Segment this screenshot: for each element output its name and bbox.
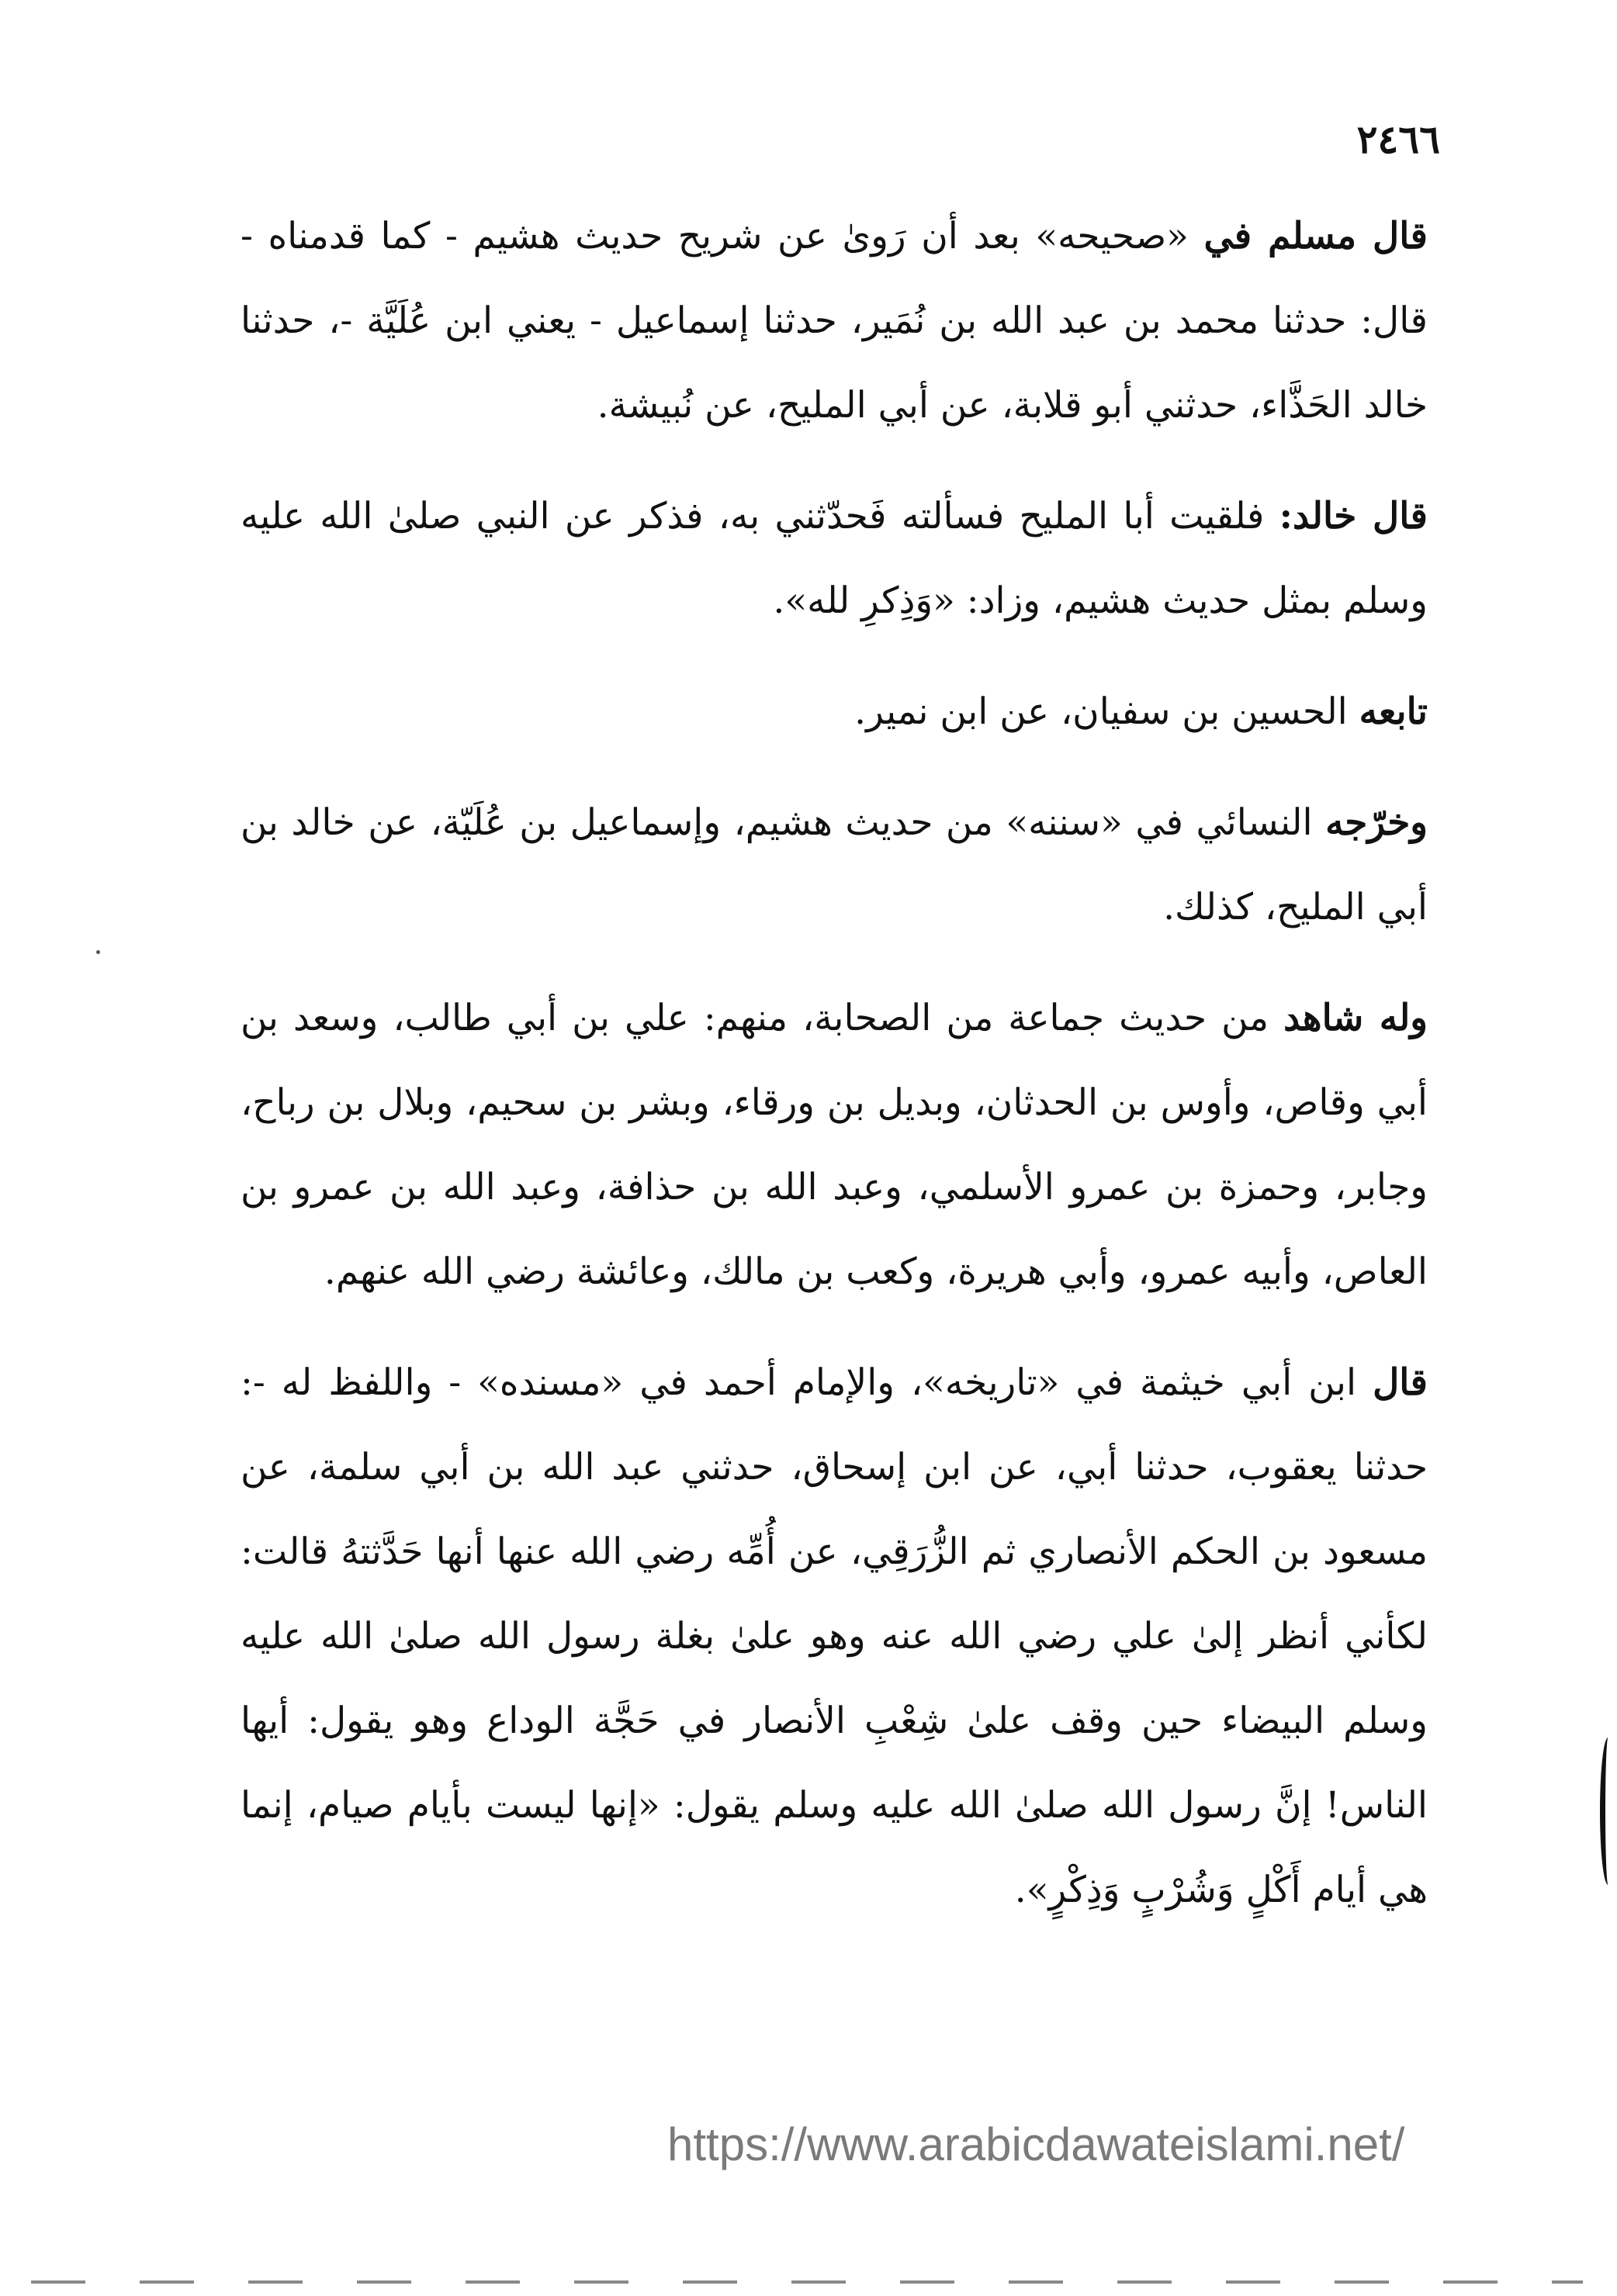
paragraph-text: ابن أبي خيثمة في «تاريخه»، والإمام أحمد في «مسنده» - واللفظ له -: حدثنا يعقوب، حدثنا أبي، عن ابن إسحاق، حدثني عبد الله بن أبي سلمة، عن مسعود بن الحكم الأنصاري ثم الزُّرَقِي، عن أُمِّه رضي الله عنها أنها حَدَّثتهُ قالت: لكأني أنظر إلىٰ علي رضي الله عنه وهو علىٰ بغلة رسول الله صلىٰ الله عليه وسلم البيضاء حين وقف علىٰ شِعْبِ الأنصار في حَجَّة الوداع وهو يقول: أيها الناس! إنَّ رسول الله صلىٰ الله عليه وسلم يقول: «إنها ليست بأيام صيام، إنما هي أيام أَكْلٍ وَشُرْبٍ وَذِكْرٍ». (241, 1361, 1428, 1911)
paragraph-text: فلقيت أبا المليح فسألته فَحدّثني به، فذكر عن النبي صلىٰ الله عليه وسلم بمثل حديث هشيم، وزاد: «وَذِكرِ لله». (241, 495, 1428, 622)
paragraph-5 (241, 976, 1428, 1314)
page-body (241, 194, 1428, 1959)
paragraph-text: النسائي في «سننه» من حديث هشيم، وإسماعيل بن عُلَيّة، عن خالد بن أبي المليح، كذلك. (241, 801, 1428, 928)
paragraph-text: الحسين بن سفيان، عن ابن نمير. (854, 690, 1359, 733)
paragraph-lead: تابعه (1359, 690, 1428, 733)
paragraph-lead: وله شاهد (1283, 997, 1428, 1039)
paragraph-lead: قال خالد: (1279, 495, 1428, 538)
paragraph-4 (241, 780, 1428, 949)
paragraph-lead: قال (1373, 1361, 1428, 1404)
watermark-url: https://www.arabicdawateislami.net/ (667, 2118, 1405, 2170)
paragraph-lead: وخرّجه (1325, 801, 1428, 844)
paragraph-text: من حديث جماعة من الصحابة، منهم: علي بن أبي طالب، وسعد بن أبي وقاص، وأوس بن الحدثان، وبديل بن ورقاء، وبشر بن سحيم، وبلال بن رباح، وجابر، وحمزة بن عمرو الأسلمي، وعبد الله بن حذافة، وعبد الله بن عمرو بن العاص، وأبيه عمرو، وأبي هريرة، وكعب بن مالك، وعائشة رضي الله عنهم. (241, 997, 1428, 1293)
paragraph-3 (241, 669, 1428, 754)
page-number: ٢٤٦٦ (1356, 116, 1440, 162)
page-edge-bracket (1600, 1738, 1616, 1885)
paragraph-lead: قال مسلم في (1203, 215, 1428, 258)
paragraph-6 (241, 1340, 1428, 1932)
paragraph-1 (241, 194, 1428, 448)
scan-bottom-edge (31, 2280, 1583, 2284)
paragraph-2 (241, 474, 1428, 643)
margin-speck (96, 950, 100, 954)
paragraph-text: «صحيحه» بعد أن رَوىٰ عن شريح حديث هشيم - كما قدمناه - قال: حدثنا محمد بن عبد الله بن نُمَير، حدثنا إسماعيل - يعني ابن عُلَيَّة -، حدثنا خالد الحَذَّاء، حدثني أبو قلابة، عن أبي المليح، عن نُبيشة. (241, 215, 1428, 427)
